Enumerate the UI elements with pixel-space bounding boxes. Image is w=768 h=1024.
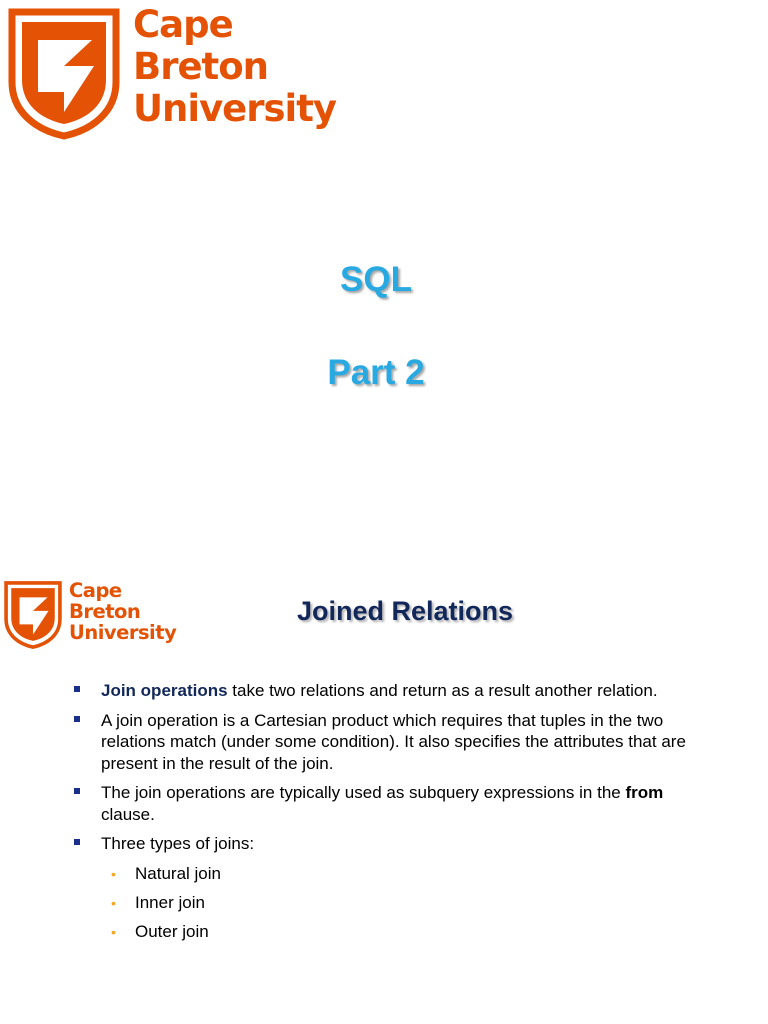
bullet-text-tail: clause. <box>101 804 155 824</box>
sub-bullet-item <box>101 921 694 943</box>
sub-bullet-item <box>101 892 694 914</box>
join-types-list <box>101 863 694 943</box>
square-bullet-icon <box>74 839 80 845</box>
bullet-item <box>74 782 694 825</box>
square-bullet-icon <box>74 788 80 794</box>
join-type-natural: Natural join <box>135 863 221 883</box>
keyword-join-operations: Join operations <box>101 681 228 700</box>
logo-line-cape: Cape <box>133 3 233 46</box>
square-bullet-icon <box>74 716 80 722</box>
bullet-item <box>74 833 694 943</box>
join-type-outer: Outer join <box>135 921 209 941</box>
shield-logo-icon <box>8 8 120 140</box>
dot-bullet-icon: • <box>111 865 116 882</box>
dot-bullet-icon: • <box>111 923 116 940</box>
bullet-text: A join operation is a Cartesian product which requires that tuples in the two relations match (under some condition). It also specifies the attributes that are present in the result of the join. <box>101 710 686 773</box>
bullet-text: Three types of joins: <box>101 834 255 853</box>
logo-line-university: University <box>133 87 337 130</box>
bullet-item <box>74 680 694 702</box>
logo-line-university: University <box>69 621 177 644</box>
bullet-text: take two relations and return as a result another relation. <box>227 681 658 700</box>
logo-line-breton: Breton <box>69 600 141 623</box>
join-type-inner: Inner join <box>135 892 205 912</box>
sub-bullet-item <box>101 863 694 885</box>
logo-wordmark <box>133 4 336 130</box>
square-bullet-icon <box>74 686 80 692</box>
dot-bullet-icon: • <box>111 894 116 911</box>
logo-line-breton: Breton <box>133 45 268 88</box>
logo-wordmark <box>69 580 176 643</box>
slide-title-sql: SQL <box>340 260 412 299</box>
bullet-item <box>74 710 694 775</box>
slide-title: Joined Relations <box>296 596 514 626</box>
keyword-from: from <box>625 783 664 802</box>
logo-line-cape: Cape <box>69 579 122 602</box>
bullet-text: The join operations are typically used as subquery expressions in the <box>101 783 626 802</box>
shield-logo-icon <box>4 580 62 650</box>
slide-subtitle-part: Part 2 <box>327 353 425 392</box>
bullet-list <box>74 680 694 951</box>
